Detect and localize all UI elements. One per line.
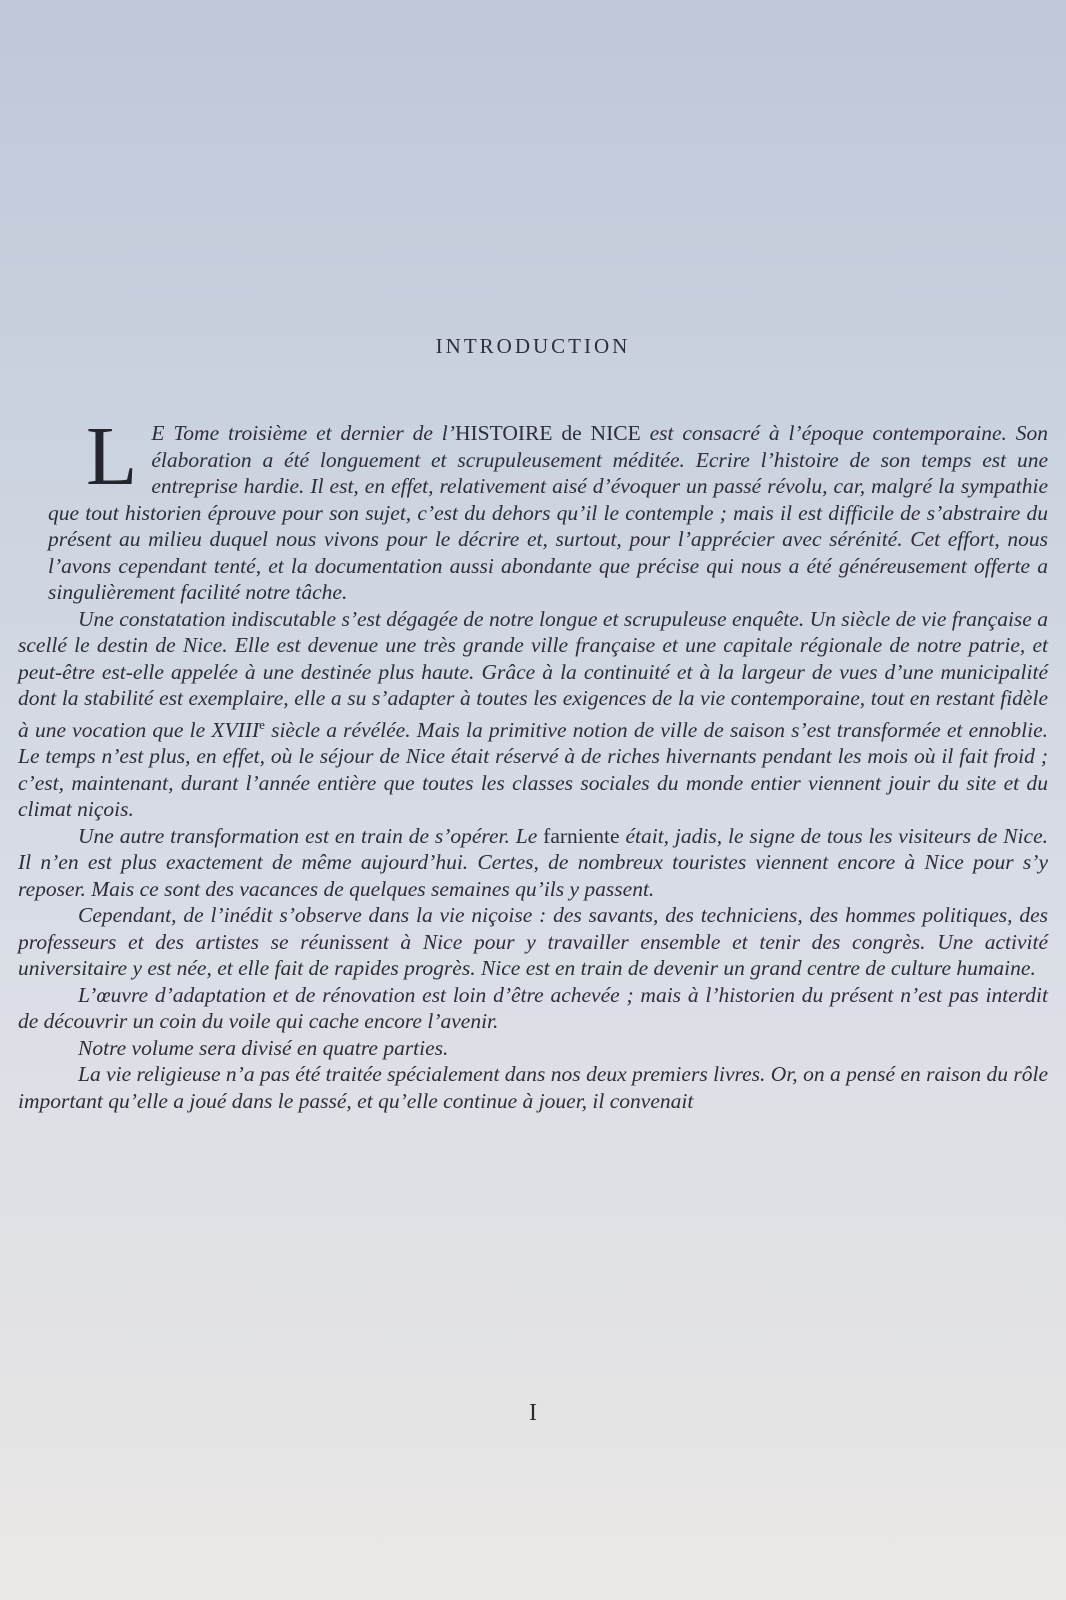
drop-cap: L [86,410,138,503]
book-title: HISTOIRE de NICE [454,421,641,445]
paragraph-6: Notre volume sera divisé en quatre parties. [78,1035,449,1060]
paragraph-1-start: E Tome troisième et dernier de l’ [151,421,455,445]
paragraph-3-before: Une autre transformation est en train de s’opérer. Le [78,823,544,848]
paragraph-5: L’œuvre d’adaptation et de rénovation est loin d’être achevée ; mais à l’historien du présent n’est pas interdit de découvrir un coin du voile qui cache encore l’avenir. [18,982,1048,1034]
century-numeral: XVIII [211,717,260,742]
paragraph-3 [18,823,1048,903]
paragraph-1-rest: est consacré à l’époque contemporaine. Son élaboration a été longuement et scrupuleusement méditée. Ecrire l’histoire de son temps est une entreprise hardie. Il est, en effet, relativement aisé d’évoquer un passé révolu, car, malgré la sympathie que tout historien éprouve pour son sujet, c’est du dehors qu’il le contemple ; mais il est difficile de s’abstraire du présent au milieu duquel nous vivons pour le décrire et, surtout, pour l’apprécier avec sérénité. Cet effort, nous l’avons cependant tenté, et la documentation aussi abondante que précise qui nous a été généreusement offerte a singulièrement facilité notre tâche. [48,421,1048,604]
paragraph-4: Cependant, de l’inédit s’observe dans la vie niçoise : des savants, des techniciens, des hommes politiques, des professeurs et des artistes se réunissent à Nice pour y travailler ensemble et tenir des congrès. Une activité universitaire y est née, et elle fait de rapides progrès. Nice est en train de devenir un grand centre de culture humaine. [18,903,1048,981]
paragraph-2 [18,606,1048,823]
paragraph-7: La vie religieuse n’a pas été traitée spécialement dans nos deux premiers livres. Or, on a pensé en raison du rôle important qu’elle a joué dans le passé, et qu’elle continue à jouer, il convenait [18,1062,1048,1113]
page-title: INTRODUCTION [435,334,631,358]
paragraph-3-after: était, jadis, le signe de tous les visiteurs de Nice. Il n’en est plus exactement de même aujourd’hui. Certes, de nombreux touristes viennent encore à Nice pour s’y reposer. Mais ce sont des vacances de quelques semaines qu’ils y passent. [18,823,1048,901]
page-number: I [529,1400,537,1426]
paragraph-2-before: Une constatation indiscutable s’est dégagée de notre longue et scrupuleuse enquête. Un siècle de vie française a scellé le destin de Nice. Elle est devenue une très grande ville française et une capitale régionale de notre patrie, et peut-être est-elle appelée à une destinée plus haute. Grâce à la continuité et à la largeur de vues d’une municipalité dont la stabilité est exemplaire, elle a su s’adapter à toutes les exigences de la vie contemporaine, tout en restant fidèle à une vocation que le [18,606,1048,742]
body-text [18,410,1048,1114]
paragraph-1 [18,410,1048,606]
century-superscript: e [259,716,265,732]
farniente-word: farniente [543,823,620,848]
paragraph-2-after: siècle a révélée. Mais la primitive notion de ville de saison s’est transformée et ennoblie. Le temps n’est plus, en effet, où le séjour de Nice était réservé à de riches hivernants pendant les mois où il fait froid ; c’est, maintenant, durant l’année entière que toutes les classes sociales du monde entier viennent jouir du site et du climat niçois. [18,717,1048,822]
